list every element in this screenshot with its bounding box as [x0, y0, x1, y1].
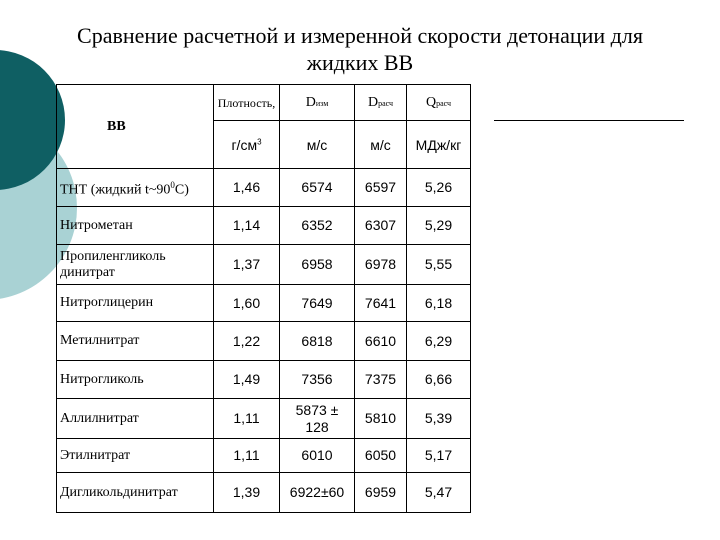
- density-value: 1,46: [214, 169, 280, 207]
- d-meas-value: 6352: [280, 207, 355, 245]
- density-value: 1,11: [214, 439, 280, 473]
- d-calc-value: 6959: [355, 473, 407, 513]
- d-meas-header: [280, 85, 355, 121]
- d-meas-value: 6958: [280, 245, 355, 285]
- explosive-name-tail: С): [174, 182, 189, 198]
- d-calc-header-sub: расч: [378, 98, 394, 108]
- corner-label: ВВ: [107, 119, 126, 134]
- density-value: 1,39: [214, 473, 280, 513]
- table-row: [57, 245, 471, 285]
- table-row: [57, 439, 471, 473]
- explosive-name: [57, 322, 214, 361]
- q-calc-unit: МДж/кг: [407, 121, 471, 169]
- table-row: [57, 322, 471, 361]
- d-calc-value: 6610: [355, 322, 407, 361]
- q-calc-value: 6,18: [407, 285, 471, 322]
- d-meas-value: 6922±60: [280, 473, 355, 513]
- explosive-name-text: Этилнитрат: [60, 447, 131, 463]
- page-title: [0, 22, 720, 76]
- q-calc-value: 6,29: [407, 322, 471, 361]
- density-value: 1,37: [214, 245, 280, 285]
- explosive-name-text: Пропиленгликоль динитрат: [60, 248, 166, 280]
- density-header-label: Плотность,: [217, 95, 276, 110]
- d-meas-value: 7649: [280, 285, 355, 322]
- d-calc-value: 7375: [355, 361, 407, 399]
- table-body: [57, 85, 471, 513]
- density-value: 1,14: [214, 207, 280, 245]
- title-line-1: Сравнение расчетной и измеренной скорости детонации для: [77, 23, 643, 48]
- explosive-name-text: Нитрогликоль: [60, 371, 144, 387]
- density-unit: [214, 121, 280, 169]
- detonation-table: [56, 84, 471, 513]
- table-row: [57, 285, 471, 322]
- explosive-name: [57, 439, 214, 473]
- header-divider-extension: [494, 120, 684, 121]
- table-row: [57, 473, 471, 513]
- density-value: 1,22: [214, 322, 280, 361]
- d-meas-value: 6574: [280, 169, 355, 207]
- table-row: [57, 361, 471, 399]
- d-calc-value: 6307: [355, 207, 407, 245]
- explosive-name-text: Нитроглицерин: [60, 295, 154, 310]
- q-calc-value: 5,47: [407, 473, 471, 513]
- d-calc-value: 7641: [355, 285, 407, 322]
- explosive-name: [57, 473, 214, 513]
- d-calc-value: 6978: [355, 245, 407, 285]
- d-calc-value: 6050: [355, 439, 407, 473]
- explosive-name: [57, 169, 214, 207]
- density-unit-base: г/см: [231, 136, 258, 153]
- d-meas-header-sub: изм: [315, 98, 329, 108]
- corner-header: [57, 85, 214, 169]
- d-meas-value: 7356: [280, 361, 355, 399]
- explosive-name: [57, 399, 214, 439]
- title-line-2: жидких ВВ: [306, 50, 414, 75]
- d-meas-unit: м/с: [280, 121, 355, 169]
- table-row: [57, 399, 471, 439]
- table-row: [57, 207, 471, 245]
- explosive-name: [57, 245, 214, 285]
- q-calc-header-main: Q: [425, 94, 437, 110]
- q-calc-value: 5,39: [407, 399, 471, 439]
- d-calc-value: 6597: [355, 169, 407, 207]
- q-calc-value: 5,26: [407, 169, 471, 207]
- q-calc-header: [407, 85, 471, 121]
- d-meas-header-main: D: [305, 94, 316, 110]
- density-value: 1,60: [214, 285, 280, 322]
- d-meas-value: 6010: [280, 439, 355, 473]
- explosive-name: [57, 207, 214, 245]
- q-calc-value: 6,66: [407, 361, 471, 399]
- explosive-name-text: Дигликольдинитрат: [60, 484, 178, 500]
- density-header: [214, 85, 280, 121]
- density-value: 1,11: [214, 399, 280, 439]
- d-calc-unit: м/с: [355, 121, 407, 169]
- explosive-name-text: Метилнитрат: [60, 333, 140, 348]
- header-row: [57, 85, 471, 121]
- q-calc-value: 5,29: [407, 207, 471, 245]
- explosive-name: [57, 285, 214, 322]
- explosive-name-text: Аллилнитрат: [60, 410, 139, 426]
- density-unit-exp: 3: [257, 136, 262, 146]
- explosive-name: [57, 361, 214, 399]
- table-row: [57, 169, 471, 207]
- q-calc-value: 5,17: [407, 439, 471, 473]
- d-calc-value: 5810: [355, 399, 407, 439]
- explosive-name-sup: 0: [170, 179, 175, 190]
- d-calc-header-main: D: [367, 94, 379, 110]
- q-calc-value: 5,55: [407, 245, 471, 285]
- d-meas-value: 5873 ± 128: [280, 399, 355, 439]
- explosive-name-text: Нитрометан: [60, 217, 133, 233]
- q-calc-header-sub: расч: [436, 98, 452, 108]
- explosive-name-text: ТНТ (жидкий t~90: [60, 182, 171, 198]
- density-value: 1,49: [214, 361, 280, 399]
- d-calc-header: [355, 85, 407, 121]
- d-meas-value: 6818: [280, 322, 355, 361]
